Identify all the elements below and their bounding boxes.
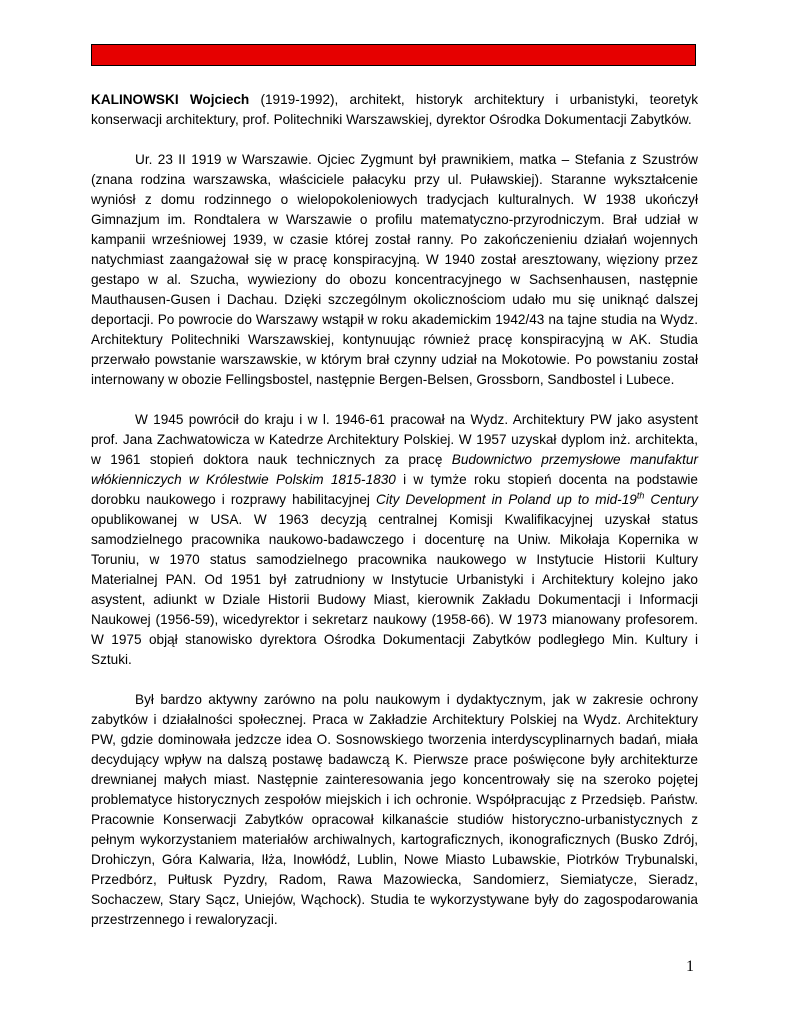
intro-text: (1919-1992), architekt, historyk architektury i urbanistyki, teoretyk konserwacji architektury, prof. Politechniki Warszawskiej, dyrektor Ośrodka Dokumentacji Zabytków. bbox=[91, 92, 698, 127]
header-red-bar bbox=[91, 44, 696, 66]
biography-text bbox=[91, 90, 698, 950]
paragraph-early-life: Ur. 23 II 1919 w Warszawie. Ojciec Zygmunt był prawnikiem, matka – Stefania z Szustrów (znana rodzina warszawska, właściciele pałacyku przy ul. Puławskiej). Staranne wykształcenie wyniósł z domu rodzinnego o wielopokoleniowych tradycjach kulturalnych. W 1938 ukończył Gimnazjum im. Rondtalera w Warszawie o profilu matematyczno-przyrodniczym. Brał udział w kampanii wrześniowej 1939, w czasie której został ranny. Po zakończenieniu działań wojennych natychmiast zaangażował się w pracę konspiracyjną. W 1940 został aresztowany, więziony przez gestapo w al. Szucha, wywieziony do obozu koncentracyjnego w Sachsenhausen, następnie Mauthausen-Gusen i Dachau. Dzięki szczególnym okolicznościom udało mu się uniknąć dalszej deportacji. Po powrocie do Warszawy wstąpił w roku akademickim 1942/43 na tajne studia na Wydz. Architektury Politechniki Warszawskiej, kontynuując również pracę konspiracyjną w AK. Studia przerwało powstanie warszawskie, w którym brał czynny udział na Mokotowie. Po powstaniu został internowany w obozie Fellingsbostel, następnie Bergen-Belsen, Grossborn, Sandbostel i Lubece. bbox=[91, 152, 698, 387]
habilitation-title-part1: City Development in Poland up to mid-19 bbox=[376, 492, 637, 507]
habilitation-title-part2: Century bbox=[644, 492, 699, 507]
career-text-part1: W 1945 powrócił do kraju i w l. 1946-61 pracował na Wydz. Architektury PW jako asystent prof. Jana Zachwatowicza w Katedrze Architektury Polskiej. W 1957 uzyskał dyplom inż. architekta, w 1961 stopień doktora nauk technicznych za pracę bbox=[91, 412, 698, 467]
habilitation-title bbox=[376, 492, 698, 507]
page-number: 1 bbox=[686, 958, 694, 975]
paragraph-research: Był bardzo aktywny zarówno na polu naukowym i dydaktycznym, jak w zakresie ochrony zabytków i działalności społecznej. Praca w Zakładzie Architektury Polskiej na Wydz. Architektury PW, gdzie dominowała jedzcze idea O. Sosnowskiego tworzenia interdyscyplinarnych badań, miała decydujący wpływ na dalszą postawę badawczą K. Pierwsze prace poświęcone były architekturze drewnianej małych miast. Następnie zainteresowania jego koncentrowały się na szeroko pojętej problematyce historycznych zespołów miejskich i ich ochronie. Współpracując z Przedsięb. Państw. Pracownie Konserwacji Zabytków opracował kilkanaście studiów historyczno-urbanistycznych z pełnym wykorzystaniem materiałów archiwalnych, kartograficznych, ikonograficznych (Busko Zdrój, Drohiczyn, Góra Kalwaria, Iłża, Inowłódź, Lublin, Nowe Miasto Lubawskie, Piotrków Trybunalski, Przedbórz, Pułtusk Pyzdry, Radom, Rawa Mazowiecka, Sandomierz, Siemiatycze, Sieradz, Sochaczew, Stary Sącz, Uniejów, Wąchock). Studia te wykorzystywane były do zagospodarowania przestrzennego i rewaloryzacji. bbox=[91, 692, 698, 927]
subject-name: KALINOWSKI Wojciech bbox=[91, 92, 250, 107]
habilitation-title-superscript: th bbox=[636, 490, 645, 501]
career-text-part3: opublikowanej w USA. W 1963 decyzją centralnej Komisji Kwalifikacyjnej uzyskał status samodzielnego pracownika naukowo-badawczego i docenturę na Uniw. Mikołaja Kopernika w Toruniu, w 1970 status samodzielnego pracownika naukowego w Instytucie Historii Kultury Materialnej PAN. Od 1951 był zatrudniony w Instytucie Urbanistyki i Architektury kolejno jako asystent, adiunkt w Dziale Historii Budowy Miast, kierownik Zakładu Dokumentacji i Informacji Naukowej (1956-59), wicedyrektor i sekretarz naukowy (1958-66). W 1973 mianowany profesorem. W 1975 objął stanowisko dyrektora Ośrodka Dokumentacji Zabytków podległego Min. Kultury i Sztuki. bbox=[91, 512, 698, 667]
doctoral-thesis-title: Budownictwo przemysłowe manufaktur włókienniczych w Królestwie Polskim 1815-1830 bbox=[91, 452, 698, 487]
career-text-part2: i w tymże roku stopień docenta na podstawie dorobku naukowego i rozprawy habilitacyjnej bbox=[91, 472, 698, 507]
intro-paragraph bbox=[91, 90, 698, 130]
paragraph-career bbox=[91, 410, 698, 670]
